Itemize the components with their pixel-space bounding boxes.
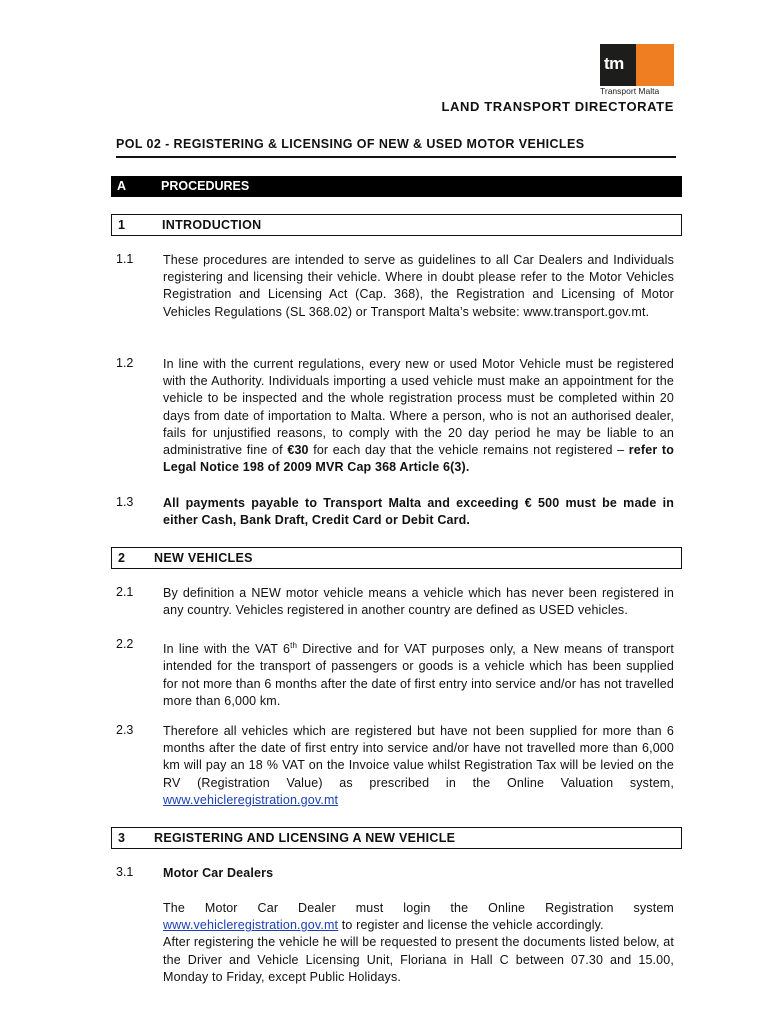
legal-notice-reference: refer to Legal Notice 198 of 2009 MVR Cap 368 Article 6(3). [163, 443, 674, 475]
section-2-header [111, 547, 682, 569]
section-a-header [111, 176, 682, 197]
section-1-title: INTRODUCTION [162, 218, 262, 232]
para-2-3-text [163, 723, 674, 809]
logo-subtitle: Transport Malta [600, 86, 660, 96]
section-2-number: 2 [118, 551, 126, 565]
para-1-1-number: 1.1 [116, 252, 134, 266]
section-1-number: 1 [118, 218, 126, 232]
para-3-1-text-a: The Motor Car Dealer must login the Online Registration system [163, 901, 674, 915]
policy-title: POL 02 - REGISTERING & LICENSING OF NEW & USED MOTOR VEHICLES [116, 137, 585, 151]
vehicle-registration-link[interactable]: www.vehicleregistration.gov.mt [163, 792, 339, 807]
para-2-2-text [163, 637, 674, 710]
para-1-3-text: All payments payable to Transport Malta and exceeding € 500 must be made in either Cash, Bank Draft, Credit Card or Debit Card. [163, 496, 674, 528]
para-1-2-text-a: In line with the current regulations, every new or used Motor Vehicle must be registered with the Authority. Individuals importing a used vehicle must make an appointment for the vehicle to be inspected and the whole registration process must be completed within 20 days from date of importation to Malta. Where a person, who is not an authorised dealer, fails for unjustified reasons, to comply with the 20 day period he may be liable to an administrative fine of [163, 357, 674, 458]
para-2-3-body: Therefore all vehicles which are registered but have not been supplied for more than 6 months after the date of first entry into service and/or have not travelled more than 6,000 km will pay an 18 % VAT on the Invoice value whilst Registration Tax will be levied on the RV (Registration Value) as prescribed in the Online Valuation system, [163, 724, 674, 790]
para-1-3-number: 1.3 [116, 495, 134, 509]
section-2-title: NEW VEHICLES [154, 551, 253, 565]
directorate-heading: LAND TRANSPORT DIRECTORATE [441, 99, 674, 114]
section-a-letter: A [117, 179, 127, 193]
para-3-1-number: 3.1 [116, 865, 134, 879]
para-1-2-text-b: for each day that the vehicle remains not registered – [308, 443, 629, 458]
title-divider [116, 156, 676, 158]
para-3-1-text [163, 900, 674, 986]
para-2-2-text-a: In line with the VAT 6 [163, 642, 291, 657]
para-2-1-text: By definition a NEW motor vehicle means a vehicle which has never been registered in any country. Vehicles registered in another country are defined as USED vehicles. [163, 586, 674, 618]
section-a-title: PROCEDURES [161, 179, 250, 193]
section-3-header [111, 827, 682, 849]
logo-dark-block [600, 44, 636, 86]
section-1-header [111, 214, 682, 236]
dealer-registration-link[interactable]: www.vehicleregistration.gov.mt [163, 918, 339, 933]
para-3-1-heading: Motor Car Dealers [163, 866, 274, 880]
para-2-2-text-b: Directive and for VAT purposes only, a New means of transport intended for the transport of passengers or goods is a vehicle which has been supplied for not more than 6 months after the date of first entry into service and/or has not travelled more than 6,000 km. [163, 642, 674, 708]
section-3-number: 3 [118, 831, 126, 845]
para-1-2-text [163, 356, 674, 476]
para-3-1-text-b: to register and license the vehicle accordingly. [338, 918, 604, 933]
para-2-3-number: 2.3 [116, 723, 134, 737]
section-3-title: REGISTERING AND LICENSING A NEW VEHICLE [154, 831, 456, 845]
transport-malta-logo [600, 44, 674, 86]
para-1-1-text: These procedures are intended to serve as guidelines to all Car Dealers and Individuals registering and licensing their vehicle. Where in doubt please refer to the Motor Vehicles Registration and Licensing Act (Cap. 368), the Registration and Licensing of Motor Vehicles Regulations (SL 368.02) or Transport Malta’s website: www.transport.gov.mt. [163, 253, 674, 319]
fine-amount: €30 [287, 443, 309, 458]
para-2-2-number: 2.2 [116, 637, 134, 651]
superscript-th: th [290, 641, 298, 650]
para-1-2-number: 1.2 [116, 356, 134, 370]
para-3-1-text-c: After registering the vehicle he will be requested to present the documents listed below, at the Driver and Vehicle Licensing Unit, Floriana in Hall C between 07.30 and 15.00, Monday to Friday, except Public Holidays. [163, 935, 674, 984]
para-2-1-number: 2.1 [116, 585, 134, 599]
logo-text: tm [604, 54, 624, 73]
